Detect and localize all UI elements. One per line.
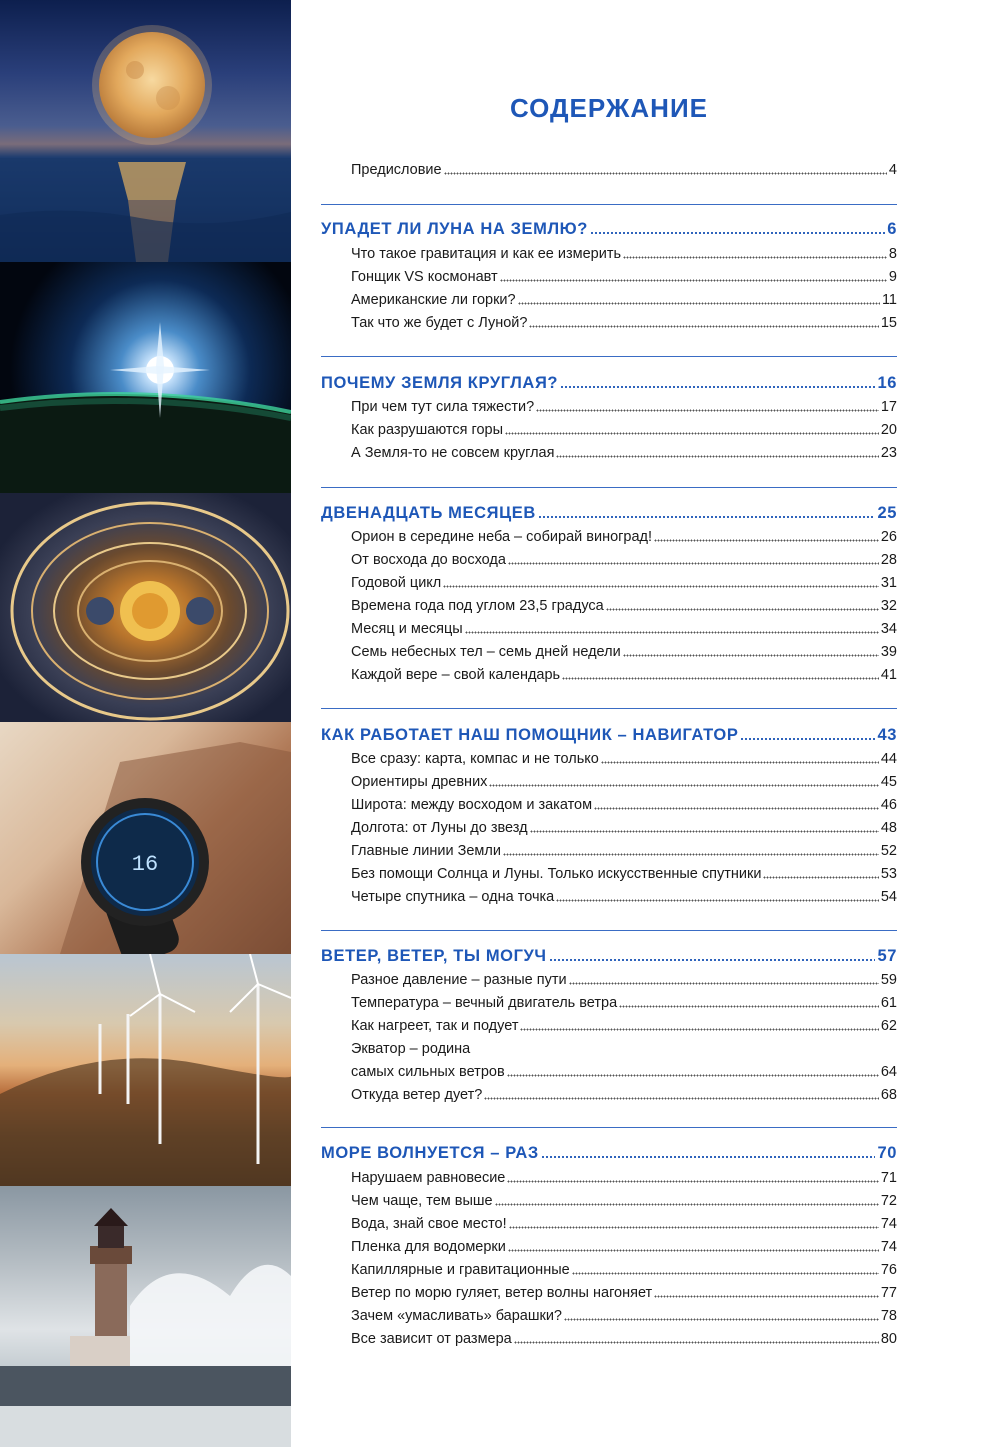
toc-entry-label: Ориентиры древних bbox=[351, 774, 488, 790]
toc-entry-label: Капиллярные и гравитационные bbox=[351, 1262, 570, 1278]
toc-entry-page: 68 bbox=[880, 1087, 897, 1103]
toc-entry-label: самых сильных ветров bbox=[351, 1064, 505, 1080]
toc-entry-label: Разное давление – разные пути bbox=[351, 972, 567, 988]
leader-dots bbox=[562, 677, 879, 680]
toc-entry[interactable] bbox=[321, 1212, 897, 1234]
toc-entry-page: 11 bbox=[881, 292, 897, 308]
toc-entry-label: Так что же будет с Луной? bbox=[351, 315, 528, 331]
section-page: 25 bbox=[877, 504, 897, 522]
toc-entry-page: 9 bbox=[888, 269, 897, 285]
toc-entry-page: 46 bbox=[880, 797, 897, 813]
toc-entry-page: 44 bbox=[880, 751, 897, 767]
smartwatch-photo bbox=[0, 722, 291, 954]
toc-entry-page: 52 bbox=[880, 843, 897, 859]
leader-dots bbox=[505, 432, 879, 435]
section-divider bbox=[321, 356, 897, 357]
toc-entry-label: Долгота: от Луны до звезд bbox=[351, 820, 528, 836]
toc-entry-page: 8 bbox=[888, 246, 897, 262]
leader-dots bbox=[541, 1155, 876, 1159]
moon-over-sea-photo bbox=[0, 0, 291, 262]
toc-entry-label: Чем чаще, тем выше bbox=[351, 1193, 493, 1209]
section-page: 16 bbox=[877, 374, 897, 392]
section-page: 57 bbox=[877, 947, 897, 965]
toc-entry-page: 17 bbox=[880, 399, 897, 415]
leader-dots bbox=[740, 737, 875, 741]
toc-entry-page: 15 bbox=[880, 315, 897, 331]
leader-dots bbox=[549, 958, 876, 962]
toc-entry[interactable] bbox=[321, 816, 897, 838]
toc-entry-label: Все зависит от размера bbox=[351, 1331, 512, 1347]
toc-entry-label: Пленка для водомерки bbox=[351, 1239, 506, 1255]
section-title: КАК РАБОТАЕТ НАШ ПОМОЩНИК – НАВИГАТОР bbox=[321, 726, 739, 744]
leader-dots bbox=[601, 761, 879, 764]
toc-entry-page: 32 bbox=[880, 598, 897, 614]
page-title: СОДЕРЖАНИЕ bbox=[510, 93, 708, 123]
section-page: 70 bbox=[877, 1144, 897, 1162]
toc-entry-page: 45 bbox=[880, 774, 897, 790]
toc-entry[interactable] bbox=[321, 594, 897, 616]
leader-dots bbox=[594, 807, 879, 810]
toc-entry-page: 54 bbox=[880, 889, 897, 905]
toc-entry-label: Зачем «умасливать» барашки? bbox=[351, 1308, 562, 1324]
toc-entry-label: Широта: между восходом и закатом bbox=[351, 797, 593, 813]
toc-entry[interactable] bbox=[321, 288, 897, 310]
toc-entry-label: Откуда ветер дует? bbox=[351, 1087, 483, 1103]
toc-entry[interactable] bbox=[321, 395, 897, 417]
toc-entry-page: 41 bbox=[880, 667, 897, 683]
toc-entry-page: 61 bbox=[880, 995, 897, 1011]
wind-turbines-photo bbox=[0, 954, 291, 1186]
toc-entry[interactable] bbox=[321, 525, 897, 547]
toc-entry-page: 74 bbox=[880, 1239, 897, 1255]
leader-dots bbox=[623, 256, 887, 259]
leader-dots bbox=[654, 1295, 879, 1298]
toc-entry[interactable] bbox=[321, 242, 897, 264]
toc-entry[interactable] bbox=[321, 1083, 897, 1105]
toc-entry-label: Годовой цикл bbox=[351, 575, 442, 591]
toc-entry[interactable] bbox=[321, 1235, 897, 1257]
toc-entry-label: Главные линии Земли bbox=[351, 843, 501, 859]
toc-entry[interactable] bbox=[321, 1327, 897, 1349]
toc-entry[interactable] bbox=[321, 968, 897, 990]
toc-entry-page: 64 bbox=[880, 1064, 897, 1080]
leader-dots bbox=[556, 899, 879, 902]
toc-entry[interactable] bbox=[321, 617, 897, 639]
toc-entry-label: Все сразу: карта, компас и не только bbox=[351, 751, 599, 767]
toc-entry-page: 20 bbox=[880, 422, 897, 438]
toc-entry[interactable] bbox=[321, 441, 897, 463]
toc-entry-label: Семь небесных тел – семь дней недели bbox=[351, 644, 621, 660]
leader-dots bbox=[536, 409, 879, 412]
toc-entry-label: Как нагреет, так и подует bbox=[351, 1018, 519, 1034]
toc-entry-label: Ветер по морю гуляет, ветер волны нагоняет bbox=[351, 1285, 653, 1301]
toc-entry[interactable] bbox=[321, 1014, 897, 1036]
leader-dots bbox=[564, 1318, 879, 1321]
toc-entry-label: Американские ли горки? bbox=[351, 292, 516, 308]
leader-dots bbox=[556, 455, 878, 458]
leader-dots bbox=[484, 1097, 879, 1100]
toc-entry-page: 39 bbox=[880, 644, 897, 660]
section-divider bbox=[321, 930, 897, 931]
toc-entry-label: Четыре спутника – одна точка bbox=[351, 889, 555, 905]
toc-entry-page: 77 bbox=[880, 1285, 897, 1301]
toc-entry[interactable] bbox=[321, 1304, 897, 1326]
toc-entry-label: Гонщик VS космонавт bbox=[351, 269, 498, 285]
leader-dots bbox=[489, 784, 878, 787]
toc-entry-label: Как разрушаются горы bbox=[351, 422, 504, 438]
toc-entry-label: Без помощи Солнца и Луны. Только искусственные спутники bbox=[351, 866, 762, 882]
leader-dots bbox=[520, 1028, 878, 1031]
section-divider bbox=[321, 487, 897, 488]
astronomical-chart-photo bbox=[0, 493, 291, 722]
toc-entry-line-1[interactable] bbox=[321, 1037, 897, 1059]
toc-entry[interactable] bbox=[321, 548, 897, 570]
leader-dots bbox=[560, 385, 875, 389]
toc-entry-page: 31 bbox=[880, 575, 897, 591]
toc-entry-page: 48 bbox=[880, 820, 897, 836]
leader-dots bbox=[509, 1226, 879, 1229]
section-divider bbox=[321, 1127, 897, 1128]
toc-section-heading[interactable] bbox=[321, 1140, 897, 1164]
leader-dots bbox=[538, 515, 876, 519]
toc-entry[interactable] bbox=[321, 793, 897, 815]
leader-dots bbox=[514, 1341, 879, 1344]
toc-section-heading[interactable] bbox=[321, 722, 897, 746]
toc-entry[interactable] bbox=[321, 311, 897, 333]
leader-dots bbox=[530, 830, 879, 833]
leader-dots bbox=[619, 1005, 879, 1008]
svg-text:16: 16 bbox=[131, 852, 159, 877]
leader-dots bbox=[654, 539, 879, 542]
toc-entry-preface[interactable] bbox=[321, 158, 897, 180]
section-title: ПОЧЕМУ ЗЕМЛЯ КРУГЛАЯ? bbox=[321, 374, 559, 392]
leader-dots bbox=[606, 608, 879, 611]
section-divider bbox=[321, 204, 897, 205]
leader-dots bbox=[503, 853, 879, 856]
toc-entry[interactable] bbox=[321, 663, 897, 685]
toc-entry[interactable] bbox=[321, 839, 897, 861]
toc-entry-page: 80 bbox=[880, 1331, 897, 1347]
toc-entry-label: При чем тут сила тяжести? bbox=[351, 399, 535, 415]
toc-entry-label: А Земля-то не совсем круглая bbox=[351, 445, 555, 461]
section-title: ВЕТЕР, ВЕТЕР, ТЫ МОГУЧ bbox=[321, 947, 547, 965]
section-title: УПАДЕТ ЛИ ЛУНА НА ЗЕМЛЮ? bbox=[321, 220, 588, 238]
toc-section-heading[interactable] bbox=[321, 370, 897, 394]
toc-entry[interactable] bbox=[321, 1281, 897, 1303]
toc-section-heading[interactable] bbox=[321, 500, 897, 524]
toc-entry[interactable] bbox=[321, 571, 897, 593]
toc-entry-page: 26 bbox=[880, 529, 897, 545]
section-page: 6 bbox=[887, 220, 897, 238]
toc-section-heading[interactable] bbox=[321, 216, 897, 240]
toc-entry-label: Орион в середине неба – собирай виноград! bbox=[351, 529, 653, 545]
toc-entry-page: 76 bbox=[880, 1262, 897, 1278]
leader-dots bbox=[507, 1074, 879, 1077]
leader-dots bbox=[569, 982, 879, 985]
toc-entry-page: 4 bbox=[888, 162, 897, 178]
leader-dots bbox=[572, 1272, 879, 1275]
leader-dots bbox=[508, 1249, 879, 1252]
section-divider bbox=[321, 708, 897, 709]
toc-entry-page: 72 bbox=[880, 1193, 897, 1209]
section-page: 43 bbox=[877, 726, 897, 744]
section-title: МОРЕ ВОЛНУЕТСЯ – РАЗ bbox=[321, 1144, 539, 1162]
toc-entry-label: Экватор – родина bbox=[351, 1041, 471, 1057]
leader-dots bbox=[500, 279, 887, 282]
toc-entry-page: 23 bbox=[880, 445, 897, 461]
toc-entry[interactable] bbox=[321, 418, 897, 440]
toc-entry[interactable] bbox=[321, 1258, 897, 1280]
earth-from-space-photo bbox=[0, 262, 291, 493]
leader-dots bbox=[443, 585, 879, 588]
toc-entry-label: Что такое гравитация и как ее измерить bbox=[351, 246, 622, 262]
toc-entry[interactable] bbox=[321, 1166, 897, 1188]
toc-entry[interactable] bbox=[321, 862, 897, 884]
leader-dots bbox=[623, 654, 879, 657]
toc-entry-label: От восхода до восхода bbox=[351, 552, 506, 568]
toc-entry-label: Вода, знай свое место! bbox=[351, 1216, 507, 1232]
toc-entry-page: 34 bbox=[880, 621, 897, 637]
leader-dots bbox=[508, 562, 879, 565]
toc-entry-page: 71 bbox=[880, 1170, 897, 1186]
toc-entry-label: Нарушаем равновесие bbox=[351, 1170, 506, 1186]
toc-entry-label: Предисловие bbox=[351, 162, 442, 178]
toc-entry-label: Времена года под углом 23,5 градуса bbox=[351, 598, 604, 614]
leader-dots bbox=[465, 631, 879, 634]
toc-entry[interactable] bbox=[321, 265, 897, 287]
leader-dots bbox=[590, 231, 885, 235]
photo-column bbox=[0, 0, 291, 1447]
toc-entry[interactable] bbox=[321, 747, 897, 769]
toc-entry-page: 53 bbox=[880, 866, 897, 882]
toc-entry-page: 62 bbox=[880, 1018, 897, 1034]
section-title: ДВЕНАДЦАТЬ МЕСЯЦЕВ bbox=[321, 504, 536, 522]
lighthouse-in-storm-photo bbox=[0, 1186, 291, 1447]
toc-entry-line-2[interactable] bbox=[321, 1060, 897, 1082]
toc-entry-page: 59 bbox=[880, 972, 897, 988]
toc-entry[interactable] bbox=[321, 640, 897, 662]
toc-entry-page: 28 bbox=[880, 552, 897, 568]
toc-section-heading[interactable] bbox=[321, 943, 897, 967]
leader-dots bbox=[763, 876, 878, 879]
toc-entry-page: 74 bbox=[880, 1216, 897, 1232]
toc-entry-label: Каждой вере – свой календарь bbox=[351, 667, 561, 683]
leader-dots bbox=[518, 302, 880, 305]
toc-entry[interactable] bbox=[321, 770, 897, 792]
leader-dots bbox=[444, 172, 887, 175]
toc-entry-page: 78 bbox=[880, 1308, 897, 1324]
toc-entry[interactable] bbox=[321, 1189, 897, 1211]
leader-dots bbox=[495, 1203, 879, 1206]
toc-entry[interactable] bbox=[321, 885, 897, 907]
toc-entry-label: Месяц и месяцы bbox=[351, 621, 463, 637]
toc-entry-label: Температура – вечный двигатель ветра bbox=[351, 995, 618, 1011]
leader-dots bbox=[507, 1180, 878, 1183]
toc-entry[interactable] bbox=[321, 991, 897, 1013]
leader-dots bbox=[529, 325, 878, 328]
